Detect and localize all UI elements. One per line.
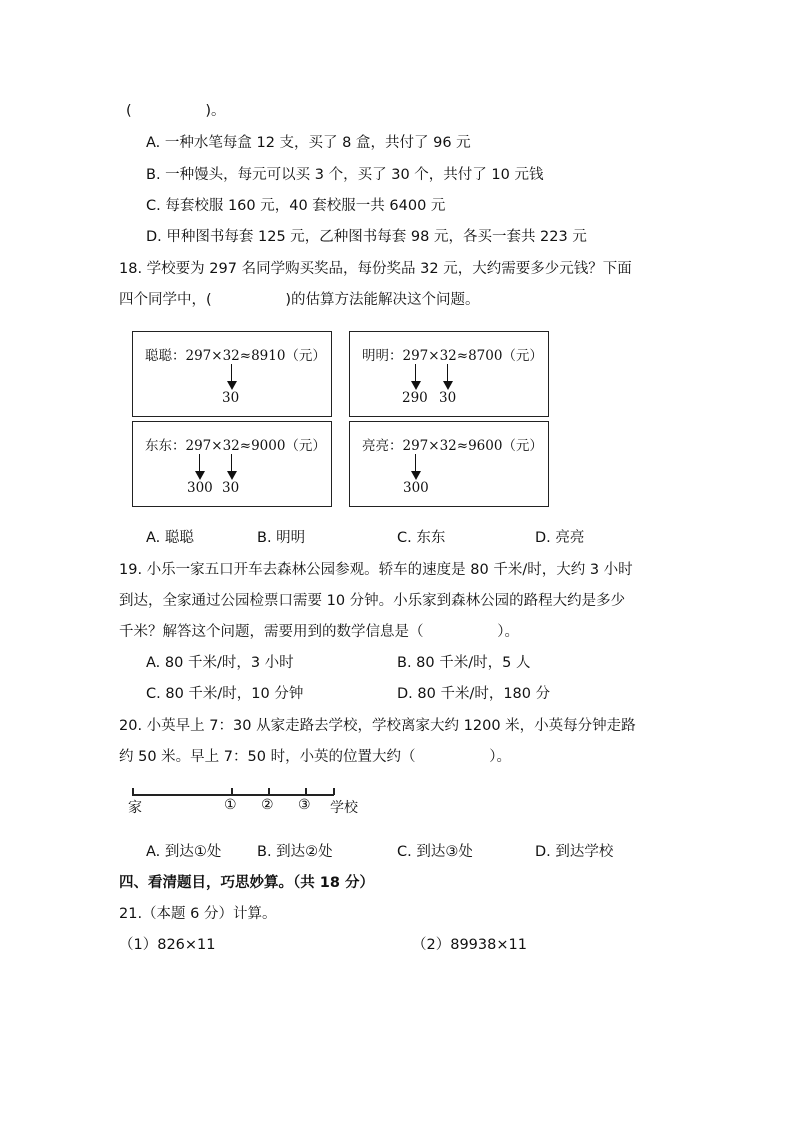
estimate-number: 290 <box>402 390 428 406</box>
marker-2-label: ② <box>261 797 274 813</box>
estimate-number: 300 <box>187 480 213 496</box>
q21-stem: 21.（本题 6 分）计算。 <box>119 906 277 922</box>
route-tick <box>132 788 134 795</box>
q19-option-b: B. 80 千米/时，5 人 <box>397 655 531 671</box>
q18-option-b: B. 明明 <box>257 530 306 546</box>
home-label: 家 <box>128 800 142 816</box>
route-tick <box>333 788 335 795</box>
school-label: 学校 <box>330 800 358 816</box>
down-arrow-icon <box>447 364 448 388</box>
marker-1-label: ① <box>224 797 237 813</box>
q19-stem-line1: 19. 小乐一家五口开车去森林公园参观。轿车的速度是 80 千米/时，大约 3 小时 <box>119 562 633 578</box>
estimate-box-mingming <box>349 331 549 417</box>
estimate-box-dongdong <box>132 421 332 507</box>
route-tick <box>231 788 233 795</box>
q18-option-a: A. 聪聪 <box>146 530 194 546</box>
q18-stem-line1: 18. 学校要为 297 名同学购买奖品，每份奖品 32 元，大约需要多少元钱？下面 <box>119 261 632 277</box>
down-arrow-icon <box>415 364 416 388</box>
route-tick <box>305 788 307 795</box>
estimate-number: 30 <box>439 390 457 406</box>
estimate-box-congcong <box>132 331 332 417</box>
q19-option-c: C. 80 千米/时，10 分钟 <box>146 686 304 702</box>
q18-stem-line2: 四个同学中，( )的估算方法能解决这个问题。 <box>119 292 480 308</box>
q17-option-b: B. 一种馒头，每元可以买 3 个，买了 30 个，共付了 10 元钱 <box>146 167 544 183</box>
estimate-number: 30 <box>222 480 240 496</box>
q19-option-d: D. 80 千米/时，180 分 <box>397 686 551 702</box>
q20-option-d: D. 到达学校 <box>535 844 614 860</box>
q17-option-a: A. 一种水笔每盒 12 支，买了 8 盒，共付了 96 元 <box>146 135 471 151</box>
section-4-title: 四、看清题目，巧思妙算。（共 18 分） <box>119 875 375 891</box>
estimate-formula: 明明：297×32≈8700（元） <box>362 348 543 364</box>
marker-3-label: ③ <box>298 797 311 813</box>
q18-option-c: C. 东东 <box>397 530 446 546</box>
estimate-formula: 亮亮：297×32≈9600（元） <box>362 438 543 454</box>
q18-option-d: D. 亮亮 <box>535 530 585 546</box>
estimate-number: 300 <box>403 480 429 496</box>
q21-item-2: （2）89938×11 <box>412 937 527 953</box>
q20-option-a: A. 到达①处 <box>146 844 222 860</box>
down-arrow-icon <box>415 454 416 478</box>
q17-answer-blank: ( )。 <box>126 103 226 119</box>
route-tick <box>268 788 270 795</box>
down-arrow-icon <box>231 364 232 388</box>
down-arrow-icon <box>231 454 232 478</box>
q19-stem-line2: 到达，全家通过公园检票口需要 10 分钟。小乐家到森林公园的路程大约是多少 <box>119 593 626 609</box>
q17-option-c: C. 每套校服 160 元，40 套校服一共 6400 元 <box>146 198 446 214</box>
route-line <box>132 794 334 796</box>
q19-option-a: A. 80 千米/时，3 小时 <box>146 655 294 671</box>
estimate-number: 30 <box>222 390 240 406</box>
q20-option-c: C. 到达③处 <box>397 844 473 860</box>
q19-stem-line3: 千米？解答这个问题，需要用到的数学信息是（ ）。 <box>119 624 519 640</box>
q20-stem-line1: 20. 小英早上 7：30 从家走路去学校，学校离家大约 1200 米，小英每分钟走路 <box>119 718 636 734</box>
q21-item-1: （1）826×11 <box>119 937 216 953</box>
estimate-formula: 聪聪：297×32≈8910（元） <box>145 348 326 364</box>
estimate-box-liangliang <box>349 421 549 507</box>
down-arrow-icon <box>199 454 200 478</box>
estimate-formula: 东东：297×32≈9000（元） <box>145 438 326 454</box>
q20-stem-line2: 约 50 米。早上 7：50 时，小英的位置大约（ ）。 <box>119 749 512 765</box>
q20-option-b: B. 到达②处 <box>257 844 333 860</box>
q17-option-d: D. 甲种图书每套 125 元，乙种图书每套 98 元，各买一套共 223 元 <box>146 229 587 245</box>
